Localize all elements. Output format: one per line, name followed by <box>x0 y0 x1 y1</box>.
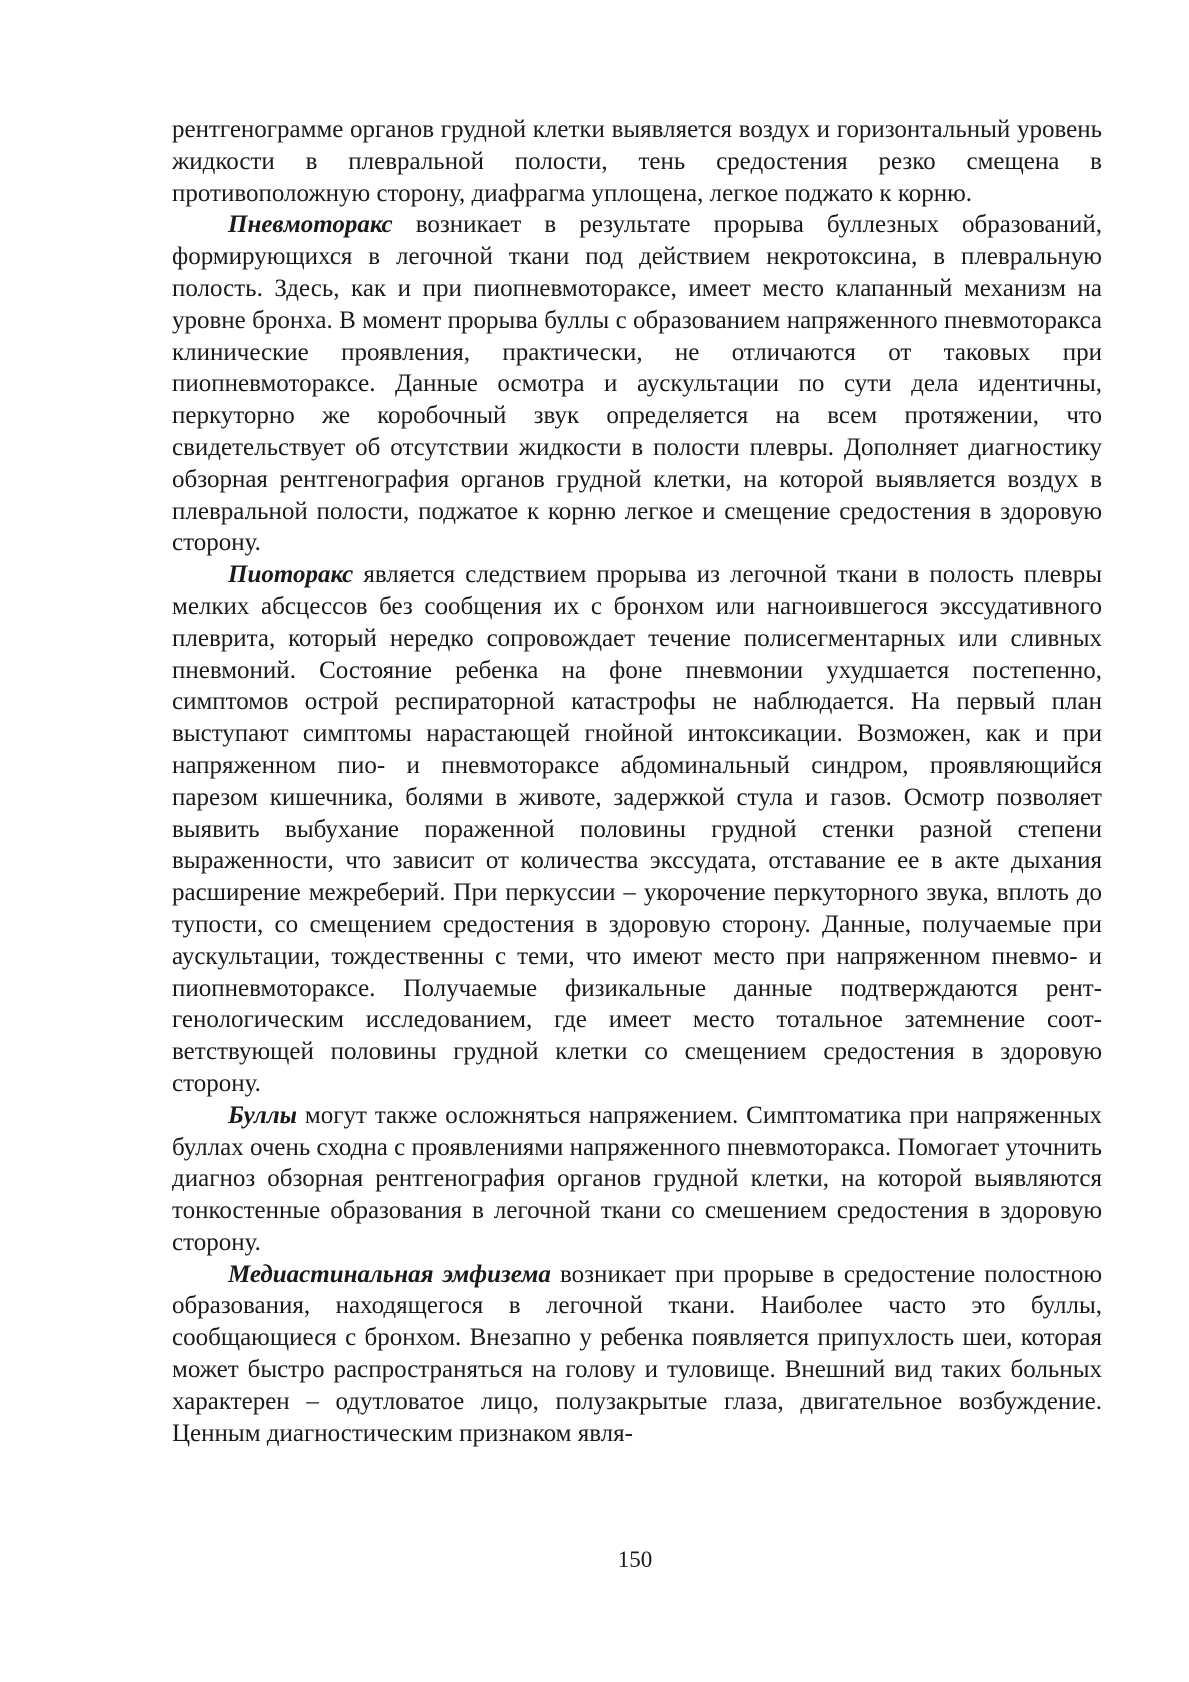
paragraph-text: возникает в результате прорыва буллезных образований, формирующихся в легочной ткани под действием некротоксина, в плевральную полость. Здесь, как и при пиопневмотораксе, имеет место клапанный механизм на уровне бронха. В момент прорыва буллы с образованием напряженного пневмоторакса клинические проявления, практически, не отличаются от таковых при пиопневмотораксе. Данные осмотра и аускультации по сути дела идентичны, перкуторно же коробочный звук определяется на всем протяжении, что свидетельствует об отсутствии жидкости в полости плевры. Дополняет диагностику обзорная рентгенография органов грудной клетки, на которой выявляется воздух в плевральной полости, поджатое к корню легкое и смещение средостения в здоровую сторону. <box>172 211 1102 557</box>
term-mediastinal-emphysema: Медиастинальная эмфизема <box>228 1260 551 1288</box>
paragraph-text: рентгенограмме органов грудной клетки выявляется воздух и горизонтальный уровень жидкости в плевральной полости, тень средостения резко смещена в противоположную сторону, диафрагма уплощена, легкое поджато к корню. <box>172 116 1102 207</box>
term-pyothorax: Пиоторакс <box>228 561 354 589</box>
term-pneumothorax: Пневмоторакс <box>228 211 393 239</box>
paragraph-text: могут также осложняться напряжением. Симптоматика при напряженных буллах очень сходна с проявлениями напряженного пневмоторакса. Помогает уточнить диагноз обзорная рентгенография органов грудной клетки, на которой выявляются тонкостенные образования в легочной ткани со смешением средостения в здоровую сторону. <box>172 1101 1102 1256</box>
term-bullae: Буллы <box>228 1101 298 1129</box>
paragraph-pyothorax <box>172 559 1102 1100</box>
paragraph-mediastinal-emphysema <box>172 1259 1102 1450</box>
paragraph-text: возникает при прорыве в средостение полостною образования, находящегося в легочной ткани. Наиболее часто это буллы, сообщающиеся с бронхом. Внезапно у ребенка появляется припухлость шеи, которая может быстро распространяться на голову и туловище. Внешний вид таких больных характерен – одутловатое лицо, полузакрытые глаза, двигательное возбуждение. Ценным диагностическим признаком явля- <box>172 1260 1102 1447</box>
paragraph-pneumothorax <box>172 209 1102 559</box>
page-body <box>172 114 1102 1449</box>
page-number: 150 <box>617 1547 653 1572</box>
paragraph-text: является следствием прорыва из легочной ткани в полость плевры мелких абсцессов без сообщения их с бронхом или нагноившегося экссудативного плеврита, который нередко сопровождает течение полисегментарных или сливных пневмоний. Состояние ребенка на фоне пневмонии ухудшается постепенно, симптомов острой респираторной катастрофы не наблюдается. На первый план выступают симптомы нарастающей гнойной интоксикации. Возможен, как и при напряженном пио- и пневмотораксе абдоминальный синдром, проявляющийся парезом кишечника, болями в животе, задержкой стула и газов. Осмотр позволяет выявить выбухание пораженной половины грудной стенки разной степени выраженности, что зависит от количества экссудата, отставание ее в акте дыхания расширение межреберий. При перкуссии – укорочение перкуторного звука, вплоть до тупости, со смещением средостения в здоровую сторону. Данные, получаемые при аускультации, тождественны с теми, что имеют место при напряженном пневмо- и пиопневмотораксе. Получаемые физикальные данные подтверждаются рентгенологическим исследованием, где имеет место тотальное затемнение соответствующей половины грудной клетки со смещением средостения в здоровую сторону. <box>172 561 1102 1097</box>
paragraph-continuation <box>172 114 1102 209</box>
paragraph-bullae <box>172 1100 1102 1259</box>
